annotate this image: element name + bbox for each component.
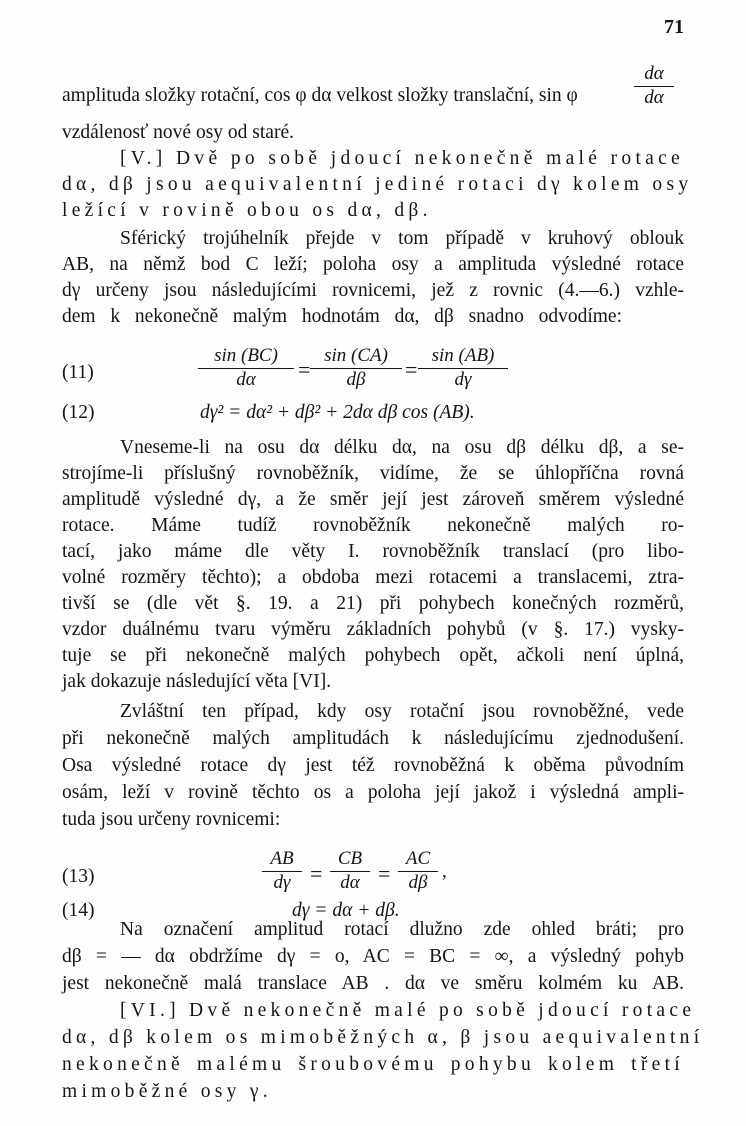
text-line: volné rozměry těchto); a obdoba mezi rotacemi a translacemi, ztra- <box>62 567 684 588</box>
fraction-denominator: dβ <box>408 872 428 893</box>
top-fraction-denominator: dα <box>644 87 664 108</box>
text-line: tuda jsou určeny rovnicemi: <box>62 809 281 830</box>
fraction-numerator: AC <box>398 848 438 872</box>
theorem-v-heading: [V.] Dvě po sobě jdoucí nekonečně malé rotace <box>120 148 684 169</box>
fraction-numerator: sin (AB) <box>418 345 508 369</box>
equals-sign: = <box>310 861 323 886</box>
comma: , <box>442 861 447 882</box>
text-line: jest nekonečně malá translace AB . dα ve směru kolmém ku AB. <box>62 973 684 994</box>
text-line: vzdor duálnému tvaru výměru základních pohybů (v §. 17.) vysky- <box>62 619 684 640</box>
text-line: dγ určeny jsou následujícími rovnicemi, jež z rovnic (4.—6.) vzhle- <box>62 280 684 301</box>
theorem-vi-line: mimoběžné osy γ. <box>62 1081 272 1102</box>
text-line: strojíme-li příslušný rovnoběžník, vidíme, že se úhlopříčna rovná <box>62 463 684 484</box>
text-line: vzdálenosť nové osy od staré. <box>62 122 294 143</box>
equation-number: (11) <box>62 362 94 383</box>
eq13-fraction-2 <box>330 848 370 894</box>
equation-12: dγ² = dα² + dβ² + 2dα dβ cos (AB). <box>200 402 475 423</box>
text-line: dβ = — dα obdržíme dγ = o, AC = BC = ∞, a výsledný pohyb <box>62 946 684 967</box>
fraction-denominator: dβ <box>346 369 366 390</box>
fraction-numerator: sin (BC) <box>198 345 294 369</box>
top-fraction <box>634 63 674 109</box>
equals-sign: = <box>378 861 391 886</box>
fraction-numerator: CB <box>330 848 370 872</box>
eq11-fraction-1 <box>198 345 294 391</box>
theorem-vi-line: dα, dβ kolem os mimoběžných α, β jsou aequivalentní <box>62 1027 704 1048</box>
fraction-numerator: sin (CA) <box>310 345 402 369</box>
top-fraction-numerator: dα <box>634 63 674 87</box>
theorem-vi-line: nekonečně malému šroubovému pohybu kolem třetí <box>62 1054 684 1075</box>
fraction-denominator: dα <box>236 369 256 390</box>
equals-sign: = <box>405 357 418 382</box>
top-line-text: amplituda složky rotační, cos φ dα velkost složky translační, sin φ <box>62 85 578 106</box>
equation-14: dγ = dα + dβ. <box>292 900 400 921</box>
eq11-fraction-3 <box>418 345 508 391</box>
page-number: 71 <box>664 16 684 38</box>
text-line: Osa výsledné rotace dγ jest též rovnoběžná k oběma původním <box>62 755 684 776</box>
theorem-v-line: ležící v rovině obou os dα, dβ. <box>62 200 432 221</box>
text-line: Vneseme-li na osu dα délku dα, na osu dβ délku dβ, a se- <box>120 437 684 458</box>
equation-number: (14) <box>62 900 95 921</box>
equation-number: (12) <box>62 402 95 423</box>
text-line: AB, na němž bod C leží; poloha osy a amplituda výsledné rotace <box>62 254 684 275</box>
fraction-denominator: dγ <box>273 872 291 893</box>
text-line: při nekonečně malých amplitudách k následujícímu zjednodušení. <box>62 728 684 749</box>
equation-number: (13) <box>62 866 95 887</box>
text-line: tací, jako máme dle věty I. rovnoběžník translací (pro libo- <box>62 541 684 562</box>
text-line: dem k nekonečně malým hodnotám dα, dβ snadno odvodíme: <box>62 306 622 327</box>
text-line: tuje se při nekonečně malých pohybech opět, ačkoli není úplná, <box>62 645 684 666</box>
equals-sign: = <box>298 357 311 382</box>
fraction-numerator: AB <box>262 848 302 872</box>
text-line: Na označení amplitud rotací dlužno zde ohled bráti; pro <box>120 919 684 940</box>
text-line: tivší se (dle vět §. 19. a 21) při pohybech konečných rozměrů, <box>62 593 684 614</box>
fraction-denominator: dα <box>340 872 360 893</box>
text-line: jak dokazuje následující věta [VI]. <box>62 671 332 692</box>
eq13-fraction-3 <box>398 848 438 894</box>
eq11-fraction-2 <box>310 345 402 391</box>
eq13-fraction-1 <box>262 848 302 894</box>
theorem-v-line: dα, dβ jsou aequivalentní jediné rotaci dγ kolem osy <box>62 174 693 195</box>
text-line: osám, leží v rovině těchto os a poloha její jakož i výsledná ampli- <box>62 782 684 803</box>
text-line: amplitudě výsledné dγ, a že směr její jest zároveň směrem výsledné <box>62 489 684 510</box>
text-line: Zvláštní ten případ, kdy osy rotační jsou rovnoběžné, vede <box>120 701 684 722</box>
text-line-top <box>62 84 622 108</box>
text-line: rotace. Máme tudíž rovnoběžník nekonečně malých ro- <box>62 515 684 536</box>
text-line: Sférický trojúhelník přejde v tom případě v kruhový oblouk <box>120 228 684 249</box>
fraction-denominator: dγ <box>454 369 472 390</box>
theorem-vi-heading: [VI.] Dvě nekonečně malé po sobě jdoucí rotace <box>120 1000 696 1021</box>
